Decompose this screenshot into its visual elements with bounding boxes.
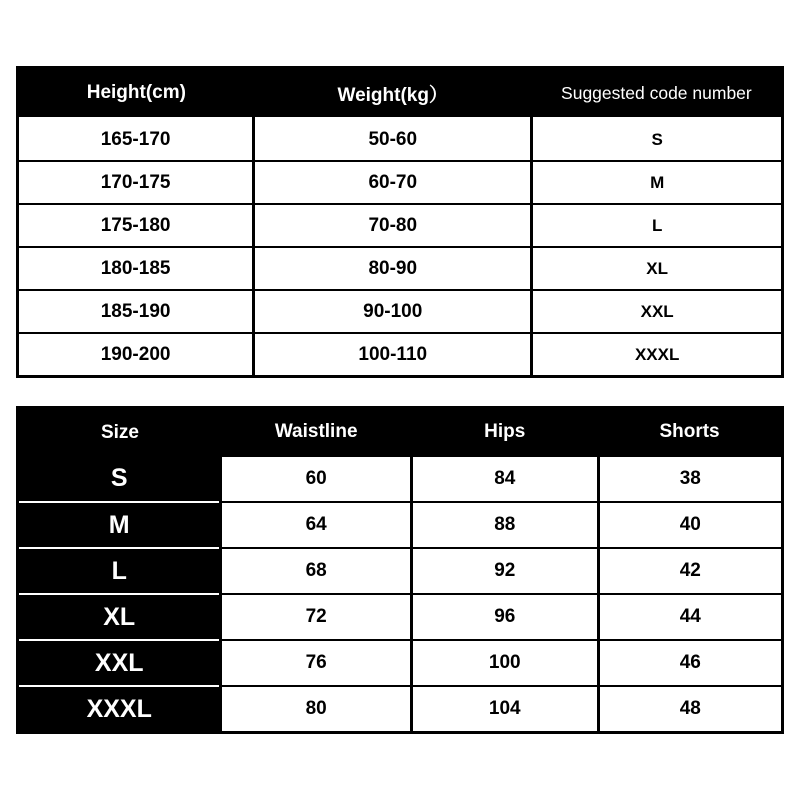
- cell-size: XXXL: [19, 686, 221, 731]
- cell-weight: 90-100: [254, 290, 532, 333]
- cell-height: 185-190: [19, 290, 254, 333]
- cell-weight: 100-110: [254, 333, 532, 375]
- cell-waistline: 72: [221, 594, 412, 640]
- table-row: [19, 290, 781, 333]
- cell-size: M: [19, 502, 221, 548]
- cell-weight: 50-60: [254, 118, 532, 161]
- cell-weight: 80-90: [254, 247, 532, 290]
- table2-header-size: Size: [19, 409, 221, 456]
- cell-waistline: 76: [221, 640, 412, 686]
- table-row: [19, 333, 781, 375]
- table1-header-row: [19, 69, 781, 118]
- table2-header-row: [19, 409, 781, 456]
- table-row: [19, 161, 781, 204]
- cell-height: 180-185: [19, 247, 254, 290]
- cell-code: M: [532, 161, 781, 204]
- cell-shorts: 40: [598, 502, 781, 548]
- cell-size: XL: [19, 594, 221, 640]
- cell-code: S: [532, 118, 781, 161]
- cell-waistline: 60: [221, 456, 412, 502]
- cell-hips: 92: [411, 548, 598, 594]
- cell-height: 190-200: [19, 333, 254, 375]
- cell-code: L: [532, 204, 781, 247]
- cell-hips: 100: [411, 640, 598, 686]
- cell-hips: 84: [411, 456, 598, 502]
- table1-header: [19, 69, 781, 118]
- cell-code: XXXL: [532, 333, 781, 375]
- table1-header-suggested-code: Suggested code number: [532, 69, 781, 118]
- table2-header-shorts: Shorts: [598, 409, 781, 456]
- table-row: [19, 118, 781, 161]
- cell-size: XXL: [19, 640, 221, 686]
- cell-shorts: 44: [598, 594, 781, 640]
- cell-weight: 60-70: [254, 161, 532, 204]
- cell-shorts: 42: [598, 548, 781, 594]
- table2-header-hips: Hips: [411, 409, 598, 456]
- cell-weight: 70-80: [254, 204, 532, 247]
- cell-height: 170-175: [19, 161, 254, 204]
- table-row: [19, 247, 781, 290]
- table-row: [19, 204, 781, 247]
- cell-code: XL: [532, 247, 781, 290]
- table2-header: [19, 409, 781, 456]
- table1-header-height: Height(cm): [19, 69, 254, 118]
- measurement-table-border: [16, 406, 784, 734]
- table-row: [19, 686, 781, 731]
- cell-shorts: 38: [598, 456, 781, 502]
- cell-size: S: [19, 456, 221, 502]
- table1-header-weight: Weight(kg）: [254, 69, 532, 118]
- height-weight-size-table-border: [16, 66, 784, 378]
- cell-code: XXL: [532, 290, 781, 333]
- cell-shorts: 46: [598, 640, 781, 686]
- table-row: [19, 502, 781, 548]
- cell-waistline: 80: [221, 686, 412, 731]
- table-row: [19, 594, 781, 640]
- table2-header-waistline: Waistline: [221, 409, 412, 456]
- height-weight-size-table-wrapper: [16, 66, 784, 378]
- table1-body: [19, 118, 781, 375]
- cell-hips: 96: [411, 594, 598, 640]
- cell-size: L: [19, 548, 221, 594]
- measurement-table: [19, 409, 781, 731]
- cell-hips: 88: [411, 502, 598, 548]
- cell-height: 175-180: [19, 204, 254, 247]
- table-row: [19, 456, 781, 502]
- cell-waistline: 64: [221, 502, 412, 548]
- cell-height: 165-170: [19, 118, 254, 161]
- measurement-table-wrapper: [16, 406, 784, 734]
- cell-waistline: 68: [221, 548, 412, 594]
- cell-hips: 104: [411, 686, 598, 731]
- table2-body: [19, 456, 781, 731]
- cell-shorts: 48: [598, 686, 781, 731]
- height-weight-size-table: [19, 69, 781, 375]
- table-row: [19, 548, 781, 594]
- table-row: [19, 640, 781, 686]
